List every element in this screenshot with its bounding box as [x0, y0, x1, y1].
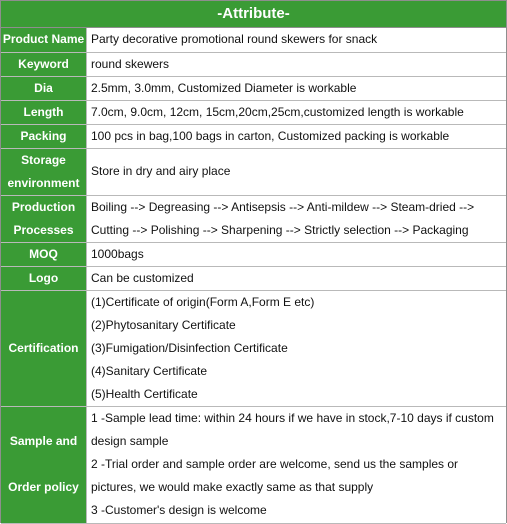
value-product-name: Party decorative promotional round skewers for snack — [87, 28, 507, 52]
value-logo: Can be customized — [87, 266, 507, 290]
value-production-processes: Boiling --> Degreasing --> Antisepsis --> Anti-mildew --> Steam-dried --> Cutting --> Polishing --> Sharpening --> Strictly selection --> Packaging — [87, 195, 507, 242]
row-product-name — [1, 28, 506, 52]
value-packing: 100 pcs in bag,100 bags in carton, Customized packing is workable — [87, 124, 507, 148]
value-dia: 2.5mm, 3.0mm, Customized Diameter is workable — [87, 76, 507, 100]
row-dia — [1, 76, 506, 100]
row-storage-environment — [1, 148, 506, 195]
row-moq — [1, 242, 506, 266]
label-keyword: Keyword — [1, 52, 87, 76]
certificate-item: (4)Sanitary Certificate — [91, 363, 208, 378]
policy-line: 1 -Sample lead time: within 24 hours if we have in stock,7-10 days if custom — [91, 411, 494, 425]
row-production-processes — [1, 195, 506, 242]
label-moq: MOQ — [1, 242, 87, 266]
label-packing: Packing — [1, 124, 87, 148]
certificate-item: (1)Certificate of origin(Form A,Form E etc) — [91, 294, 315, 309]
label-dia: Dia — [1, 76, 87, 100]
value-certification — [87, 290, 507, 406]
value-moq: 1000bags — [87, 242, 507, 266]
attribute-table — [1, 28, 506, 524]
value-sample-order-policy — [87, 406, 507, 523]
certificate-item: (2)Phytosanitary Certificate — [91, 317, 236, 332]
policy-line: design sample — [91, 434, 169, 448]
label-storage-environment: Storage environment — [1, 148, 87, 195]
value-storage-environment: Store in dry and airy place — [87, 148, 507, 195]
label-logo: Logo — [1, 266, 87, 290]
row-sample-order-policy — [1, 406, 506, 523]
label-length: Length — [1, 100, 87, 124]
row-logo — [1, 266, 506, 290]
certificate-item: (3)Fumigation/Disinfection Certificate — [91, 340, 288, 355]
policy-line: 2 -Trial order and sample order are welcome, send us the samples or — [91, 457, 459, 471]
label-sample-order-policy: Sample and Order policy — [1, 406, 87, 523]
row-length — [1, 100, 506, 124]
label-spacer — [1, 453, 86, 476]
row-packing — [1, 124, 506, 148]
policy-line: 3 -Customer's design is welcome — [91, 503, 267, 517]
value-length: 7.0cm, 9.0cm, 12cm, 15cm,20cm,25cm,customized length is workable — [87, 100, 507, 124]
value-keyword: round skewers — [87, 52, 507, 76]
attribute-title: -Attribute- — [1, 1, 506, 28]
certificate-item: (5)Health Certificate — [91, 386, 198, 401]
label-product-name: Product Name — [1, 28, 87, 52]
label-production-processes: Production Processes — [1, 195, 87, 242]
row-keyword — [1, 52, 506, 76]
row-certification — [1, 290, 506, 406]
label-certification: Certification — [1, 290, 87, 406]
policy-line: pictures, we would make exactly same as that supply — [91, 480, 374, 494]
